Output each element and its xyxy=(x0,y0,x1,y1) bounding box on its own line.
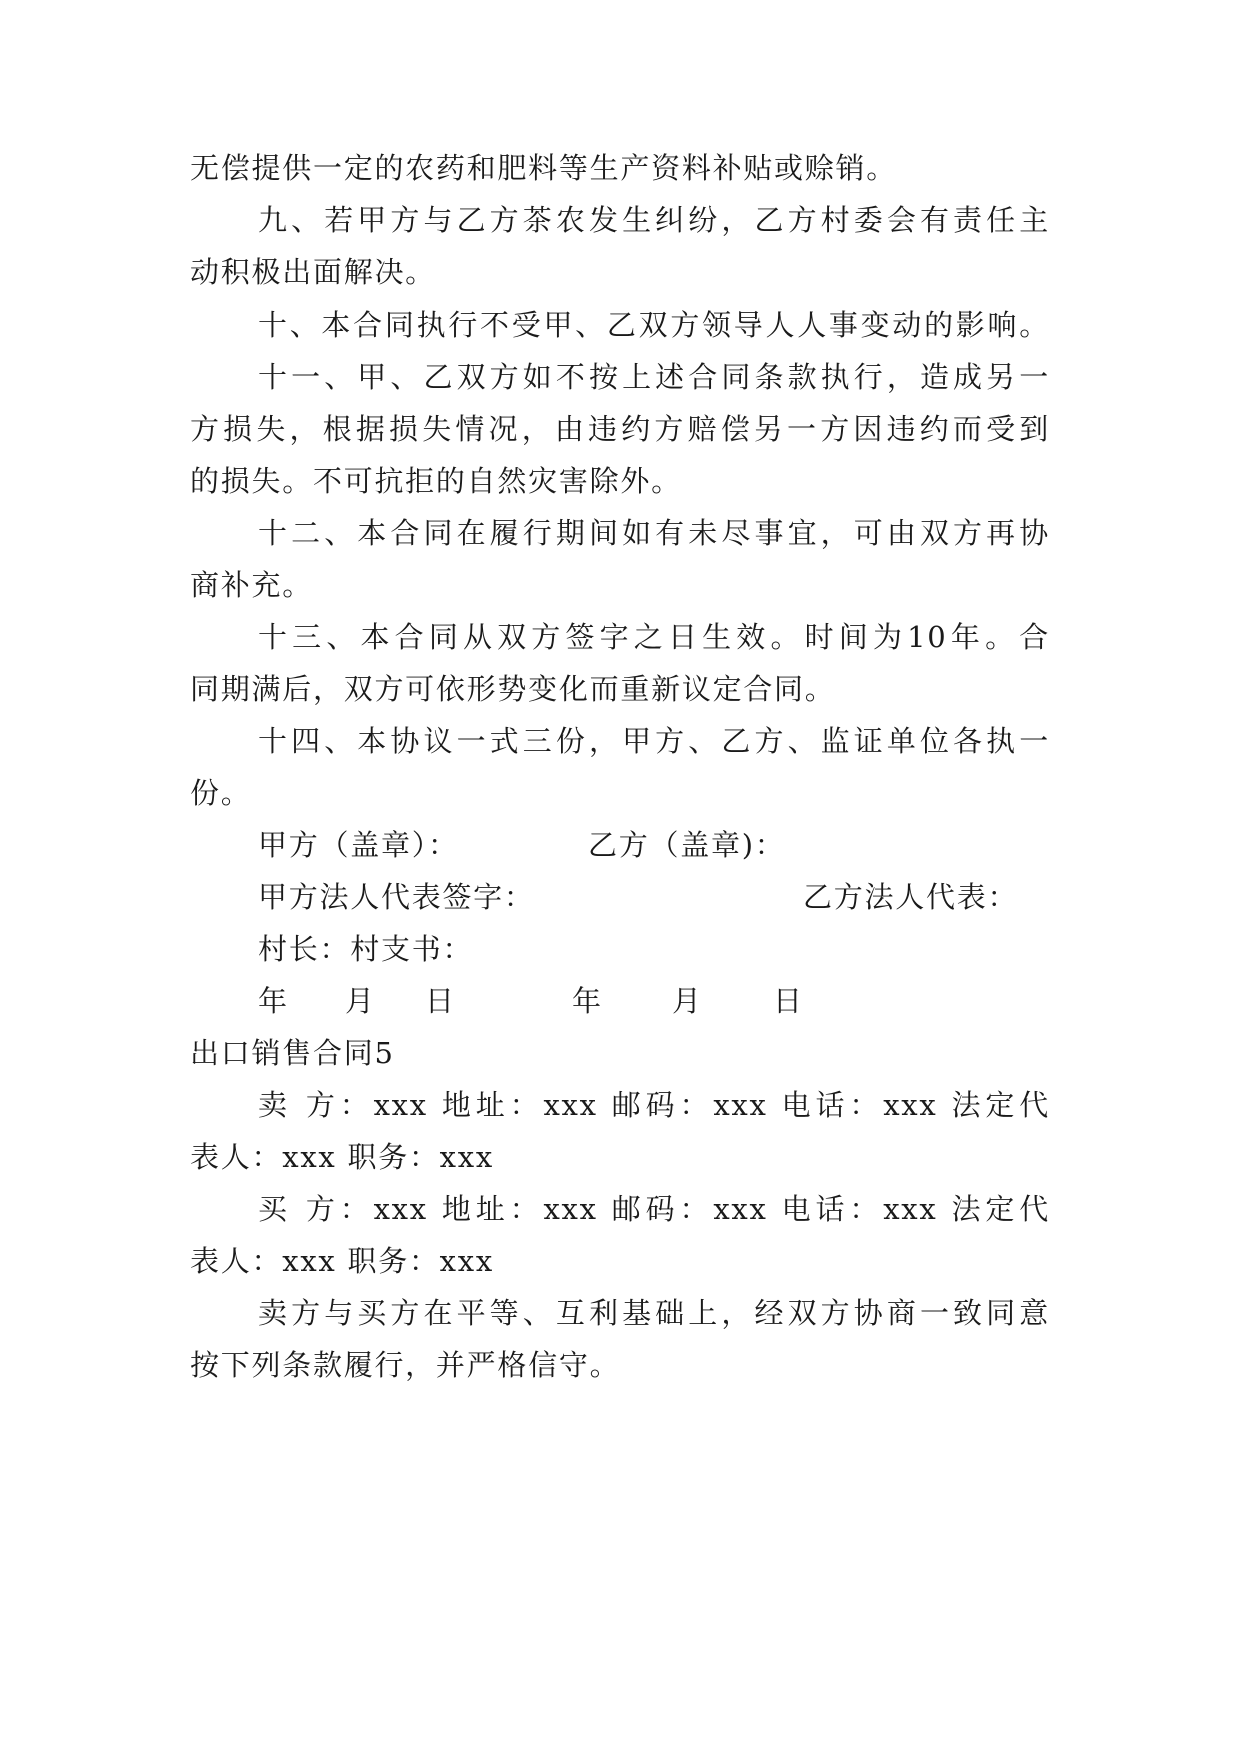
paragraph-line: 商补充。 xyxy=(190,568,313,602)
paragraph-line: 份。 xyxy=(190,776,252,810)
section-title: 出口销售合同5 xyxy=(190,1036,395,1070)
paragraph-line: 的损失。不可抗拒的自然灾害除外。 xyxy=(190,464,682,498)
village-officials-label: 村长：村支书： xyxy=(258,932,474,966)
paragraph-line: 无偿提供一定的农药和肥料等生产资料补贴或赊销。 xyxy=(190,151,898,185)
party-a-seal-label: 甲方（盖章）： xyxy=(258,828,459,862)
date-b-year: 年 xyxy=(572,984,603,1018)
party-a-rep-label: 甲方法人代表签字： xyxy=(258,880,535,914)
paragraph-line: 买 方：xxx 地址：xxx 邮码：xxx 电话：xxx 法定代 xyxy=(258,1192,1050,1226)
date-a-year: 年 xyxy=(258,984,289,1018)
date-a-day: 日 xyxy=(425,984,456,1018)
paragraph-line: 十、本合同执行不受甲、乙双方领导人人事变动的影响。 xyxy=(258,308,1050,342)
party-b-rep-label: 乙方法人代表： xyxy=(803,880,1019,914)
paragraph-line: 动积极出面解决。 xyxy=(190,255,436,289)
paragraph-line: 表人：xxx 职务：xxx xyxy=(190,1140,494,1174)
date-b-month: 月 xyxy=(672,984,703,1018)
party-b-seal-label: 乙方（盖章)： xyxy=(588,828,786,862)
paragraph-line: 十二、本合同在履行期间如有未尽事宜，可由双方再协 xyxy=(258,516,1050,550)
paragraph-line: 十四、本协议一式三份，甲方、乙方、监证单位各执一 xyxy=(258,724,1050,758)
paragraph-line: 九、若甲方与乙方茶农发生纠纷，乙方村委会有责任主 xyxy=(258,203,1050,237)
paragraph-line: 卖 方：xxx 地址：xxx 邮码：xxx 电话：xxx 法定代 xyxy=(258,1088,1050,1122)
paragraph-line: 按下列条款履行，并严格信守。 xyxy=(190,1348,621,1382)
date-b-day: 日 xyxy=(773,984,804,1018)
paragraph-line: 同期满后，双方可依形势变化而重新议定合同。 xyxy=(190,672,836,706)
paragraph-line: 卖方与买方在平等、互利基础上，经双方协商一致同意 xyxy=(258,1296,1050,1330)
paragraph-line: 表人：xxx 职务：xxx xyxy=(190,1244,494,1278)
paragraph-line: 方损失，根据损失情况，由违约方赔偿另一方因违约而受到 xyxy=(190,412,1050,446)
paragraph-line: 十一、甲、乙双方如不按上述合同条款执行，造成另一 xyxy=(258,360,1050,394)
paragraph-line: 十三、本合同从双方签字之日生效。时间为10年。合 xyxy=(258,620,1050,654)
date-a-month: 月 xyxy=(345,984,376,1018)
